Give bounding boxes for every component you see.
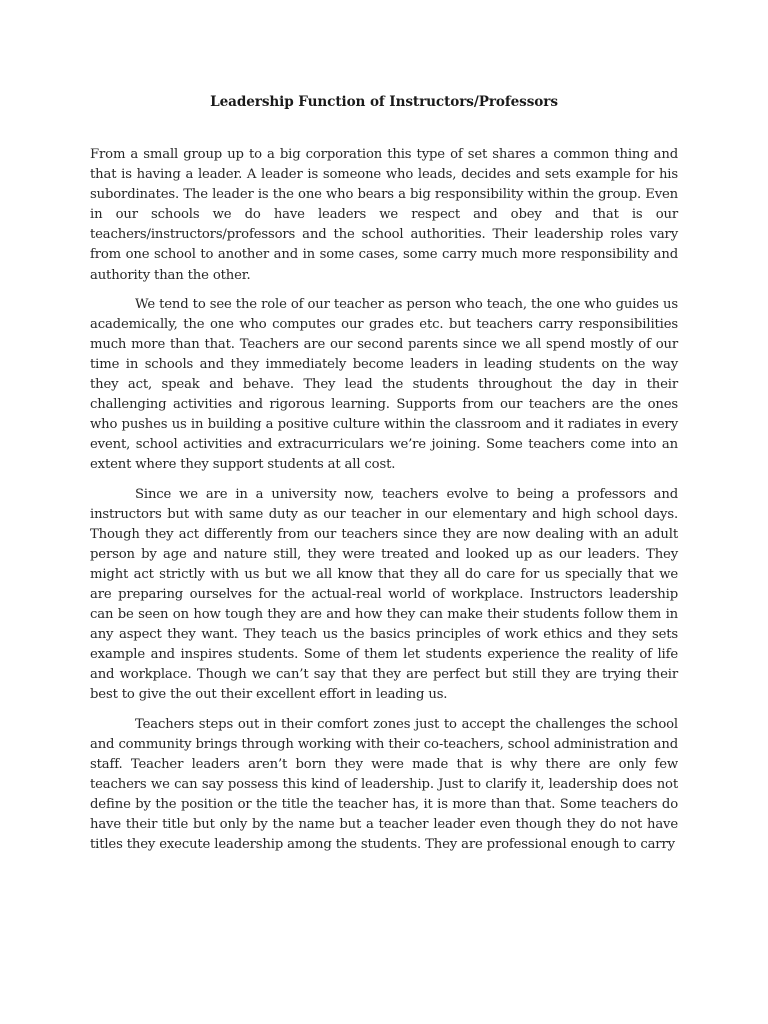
document-title: Leadership Function of Instructors/Professors	[210, 94, 558, 110]
paragraph-intro: From a small group up to a big corporation this type of set shares a common thing and that is having a leader. A leader is someone who leads, decides and sets example for his subordinates. The leader is the one who bears a big responsibility within the group. Even in our schools we do have leaders we respect and obey and that is our teachers/instructors/professors and the school authorities. Their leadership roles vary from one school to another and in some cases, some carry much more responsibility and authority than the other.	[90, 147, 678, 283]
paragraph-teacher-leaders: Teachers steps out in their comfort zones just to accept the challenges the school and community brings through working with their co-teachers, school administration and staff. Teacher leaders aren’t born they were made that is why there are only few teachers we can say possess this kind of leadership. Just to clarify it, leadership does not define by the position or the title the teacher has, it is more than that. Some teachers do have their title but only by the name but a teacher leader even though they do not have titles they execute leadership among the students. They are professional enough to carry	[90, 716, 678, 853]
paragraph-teacher-role: We tend to see the role of our teacher as person who teach, the one who guides us academically, the one who computes our grades etc. but teachers carry responsibilities much more than that. Teachers are our second parents since we all spend mostly of our time in schools and they immediately become leaders in leading students on the way they act, speak and behave. They lead the students throughout the day in their challenging activities and rigorous learning. Supports from our teachers are the ones who pushes us in building a positive culture within the classroom and it radiates in every event, school activities and extracurriculars we’re joining. Some teachers come into an extent where they support students at all cost.	[90, 296, 678, 473]
paragraph-university: Since we are in a university now, teachers evolve to being a professors and instructors but with same duty as our teacher in our elementary and high school days. Though they act differently from our teachers since they are now dealing with an adult person by age and nature still, they were treated and looked up as our leaders. They might act strictly with us but we all know that they all do care for us specially that we are preparing ourselves for the actual-real world of workplace. Instructors leadership can be seen on how tough they are and how they can make their students follow them in any aspect they want. They teach us the basics principles of work ethics and they sets example and inspires students. Some of them let students experience the reality of life and workplace. Though we can’t say that they are perfect but still they are trying their best to give the out their excellent effort in leading us.	[90, 486, 678, 703]
document-body	[90, 145, 678, 864]
